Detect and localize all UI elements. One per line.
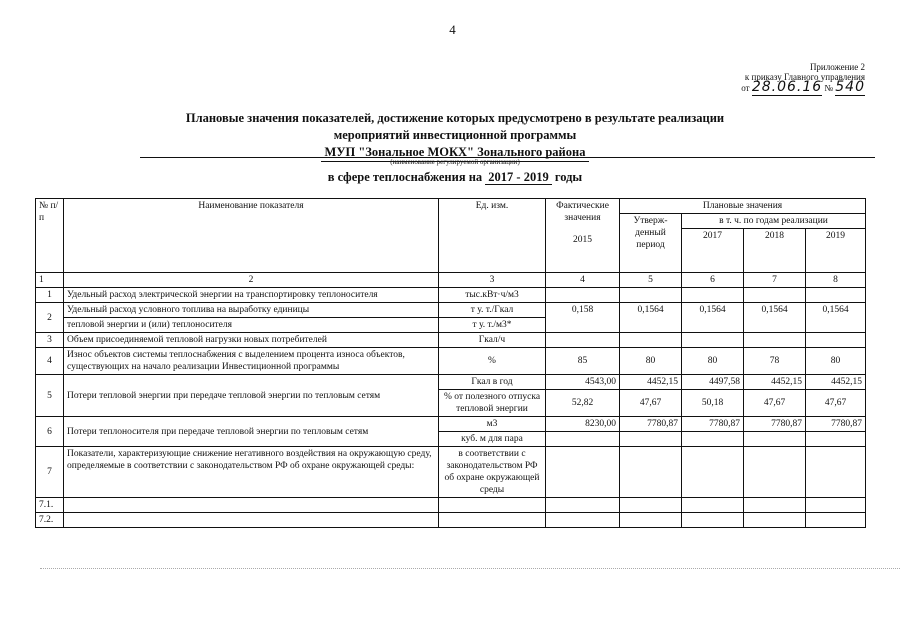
row-name: Потери тепловой энергии при передаче тепловой энергии по тепловым сетям <box>64 375 439 417</box>
row-2019: 0,1564 <box>806 303 866 333</box>
handwritten-number: 540 <box>835 79 865 95</box>
title-line-2: мероприятий инвестиционной программы <box>333 128 577 142</box>
colnum-4: 4 <box>546 273 620 288</box>
row-num: 1 <box>36 288 64 303</box>
row-unit-a: м3 <box>439 417 546 432</box>
row-2018: 78 <box>744 348 806 375</box>
indicators-table <box>35 198 866 528</box>
row-2019-b: 47,67 <box>806 390 866 417</box>
header-year-2017: 2017 <box>682 229 744 273</box>
date-prefix: от <box>741 83 750 93</box>
table-row-2a <box>36 303 866 318</box>
organization-note: (наименование регулируемой организации) <box>390 158 520 166</box>
row-approved: 7780,87 <box>620 417 682 432</box>
row-fact: 85 <box>546 348 620 375</box>
row-unit: % <box>439 348 546 375</box>
row-num: 2 <box>36 303 64 333</box>
row-2017-a: 4497,58 <box>682 375 744 390</box>
colnum-1: 1 <box>36 273 64 288</box>
row-name: Удельный расход электрической энергии на транспортировку теплоносителя <box>64 288 439 303</box>
sphere-prefix: в сфере теплоснабжения на <box>327 170 483 184</box>
row-name: Показатели, характеризующие снижение негативного воздействия на окружающую среду, определяемые в соответствии с законодательством РФ об охране окружающей среды: <box>64 447 439 498</box>
row-unit-a: т у. т./Гкал <box>439 303 546 318</box>
row-fact-a: 4543,00 <box>546 375 620 390</box>
row-num: 7 <box>36 447 64 498</box>
colnum-3: 3 <box>439 273 546 288</box>
table-row-5a <box>36 375 866 390</box>
table-row-6a <box>36 417 866 432</box>
row-unit: Гкал/ч <box>439 333 546 348</box>
number-prefix: № <box>824 83 834 93</box>
header-name: Наименование показателя <box>64 199 439 273</box>
row-2017-b: 50,18 <box>682 390 744 417</box>
row-unit-b: куб. м для пара <box>439 432 546 447</box>
row-num: 7.1. <box>36 498 64 513</box>
colnum-5: 5 <box>620 273 682 288</box>
row-fact-b: 52,82 <box>546 390 620 417</box>
row-name: Объем присоединяемой тепловой нагрузки новых потребителей <box>64 333 439 348</box>
header-approved: Утверж- денный период <box>620 214 682 273</box>
row-approved: 0,1564 <box>620 303 682 333</box>
row-2017: 80 <box>682 348 744 375</box>
row-2017: 7780,87 <box>682 417 744 432</box>
document-title <box>120 110 790 162</box>
table-row-7 <box>36 447 866 498</box>
header-fact <box>546 199 620 273</box>
header-by-years: в т. ч. по годам реализации <box>682 214 866 229</box>
appendix-date-line <box>741 79 865 95</box>
table-row-1 <box>36 288 866 303</box>
row-approved-a: 4452,15 <box>620 375 682 390</box>
row-num: 7.2. <box>36 513 64 528</box>
row-name-a: Удельный расход условного топлива на выработку единицы <box>64 303 439 318</box>
header-fact-label: Фактические значения <box>556 201 609 223</box>
table-row-7-1 <box>36 498 866 513</box>
row-2019: 7780,87 <box>806 417 866 432</box>
row-2018-b: 47,67 <box>744 390 806 417</box>
row-name-b: тепловой энергии и (или) теплоносителя <box>64 318 439 333</box>
row-name: Износ объектов системы теплоснабжения с выделением процента износа объектов, существующих на начало реализации Инвестиционной программы <box>64 348 439 375</box>
table-row-7-2 <box>36 513 866 528</box>
colnum-7: 7 <box>744 273 806 288</box>
column-numbers-row <box>36 273 866 288</box>
row-fact: 8230,00 <box>546 417 620 432</box>
header-year-2018: 2018 <box>744 229 806 273</box>
scan-artifact-line <box>40 568 900 569</box>
page-number: 4 <box>449 22 456 37</box>
header-plan: Плановые значения <box>620 199 866 214</box>
row-num: 4 <box>36 348 64 375</box>
row-unit-b: % от полезного отпуска тепловой энергии <box>439 390 546 417</box>
row-2018: 7780,87 <box>744 417 806 432</box>
colnum-6: 6 <box>682 273 744 288</box>
row-2018: 0,1564 <box>744 303 806 333</box>
header-num: № п/п <box>36 199 64 273</box>
appendix-line-2: к приказу Главного управления <box>744 72 865 82</box>
appendix-line-1: Приложение 2 <box>809 62 865 72</box>
row-approved: 80 <box>620 348 682 375</box>
row-unit: в соответствии с законодательством РФ об охране окружающей среды <box>439 447 546 498</box>
row-2019: 80 <box>806 348 866 375</box>
row-num: 3 <box>36 333 64 348</box>
colnum-8: 8 <box>806 273 866 288</box>
row-2017: 0,1564 <box>682 303 744 333</box>
organization-name: МУП "Зональное МОКХ" Зонального района <box>321 144 590 162</box>
row-fact: 0,158 <box>546 303 620 333</box>
row-unit-a: Гкал в год <box>439 375 546 390</box>
table-row-4 <box>36 348 866 375</box>
header-fact-year: 2015 <box>573 235 592 245</box>
row-2019-a: 4452,15 <box>806 375 866 390</box>
header-unit: Ед. изм. <box>439 199 546 273</box>
table-row-3 <box>36 333 866 348</box>
row-num: 5 <box>36 375 64 417</box>
row-unit: тыс.кВт·ч/м3 <box>439 288 546 303</box>
row-2018-a: 4452,15 <box>744 375 806 390</box>
sphere-line <box>120 170 790 185</box>
header-year-2019: 2019 <box>806 229 866 273</box>
row-unit-b: т у. т./м3* <box>439 318 546 333</box>
title-line-1: Плановые значения показателей, достижение которых предусмотрено в результате реализации <box>185 111 725 125</box>
colnum-2: 2 <box>64 273 439 288</box>
sphere-years: 2017 - 2019 <box>485 170 551 185</box>
row-name: Потери теплоносителя при передаче тепловой энергии по тепловым сетям <box>64 417 439 447</box>
handwritten-date: 28.06.16 <box>751 79 823 95</box>
sphere-suffix: годы <box>554 170 583 184</box>
appendix-block <box>741 62 865 93</box>
row-approved-b: 47,67 <box>620 390 682 417</box>
row-num: 6 <box>36 417 64 447</box>
